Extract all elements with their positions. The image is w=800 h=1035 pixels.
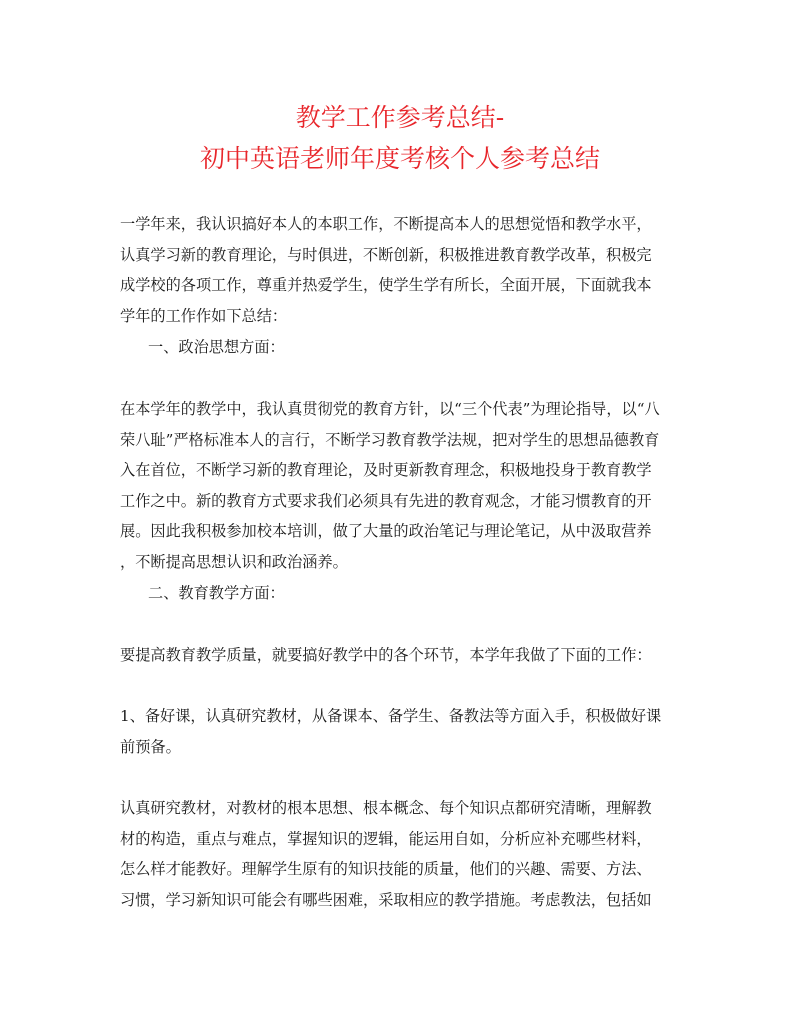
text-line: 习惯，学习新知识可能会有哪些困难，采取相应的教学措施。考虑教法，包括如	[120, 890, 652, 909]
text-line: 怎么样才能教好。理解学生原有的知识技能的质量，他们的兴趣、需要、方法、	[120, 860, 652, 878]
text-line: 1、备好课，认真研究教材，从备课本、备学生、备教法等方面入手，积极做好课	[120, 707, 662, 725]
document-title-line2: 初中英语老师年度考核个人参考总结	[199, 144, 600, 173]
text-line: 在本学年的教学中，我认真贯彻党的教育方针，以“三个代表”为理论指导，以“八	[120, 400, 660, 418]
research-paragraph	[120, 793, 680, 915]
text-line: 工作之中。新的教育方式要求我们必须具有先进的教育观念，才能习惯教育的开	[120, 491, 652, 510]
text-line: 展。因此我积极参加校本培训，做了大量的政治笔记与理论笔记，从中汲取营养	[120, 522, 652, 540]
quality-paragraph	[120, 640, 680, 671]
text-line: 成学校的各项工作，尊重并热爱学生，使学生学有所长，全面开展，下面就我本	[120, 276, 652, 294]
section-heading-teaching: 二、教育教学方面：	[148, 584, 285, 602]
text-line: 一学年来，我认识搞好本人的本职工作，不断提高本人的思想觉悟和教学水平，	[120, 215, 652, 233]
text-line: ，不断提高思想认识和政治涵养。	[120, 552, 348, 571]
politics-paragraph	[120, 394, 680, 577]
text-line: 认真研究教材，对教材的根本思想、根本概念、每个知识点都研究清晰，理解教	[120, 799, 652, 817]
text-line: 要提高教育教学质量，就要搞好教学中的各个环节，本学年我做了下面的工作：	[120, 646, 652, 664]
text-line: 学年的工作作如下总结：	[120, 306, 288, 325]
text-line: 认真学习新的教育理论，与时俱进，不断创新，积极推进教育教学改革，积极完	[120, 245, 652, 264]
text-line: 荣八耻”严格标准本人的言行，不断学习教育教学法规，把对学生的思想品德教育	[120, 430, 660, 449]
text-line: 前预备。	[120, 737, 181, 756]
intro-paragraph	[120, 209, 680, 331]
item1-paragraph	[120, 701, 680, 762]
text-line: 材的构造，重点与难点，掌握知识的逻辑，能运用自如，分析应补充哪些材料，	[120, 829, 652, 848]
document-title-line1: 教学工作参考总结-	[295, 103, 505, 132]
text-line: 入在首位，不断学习新的教育理论，及时更新教育理念，积极地投身于教育教学	[120, 461, 652, 479]
section-heading-politics: 一、政治思想方面：	[148, 338, 285, 356]
